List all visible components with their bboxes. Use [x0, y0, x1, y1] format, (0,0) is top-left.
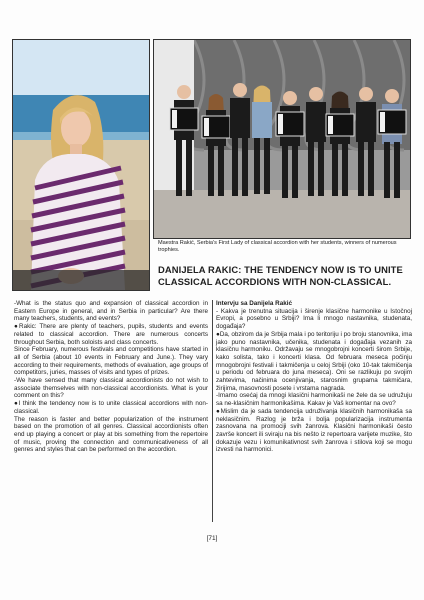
answer-paragraph: ●Da, obzirom da je Srbija mala i po teritoriju i po broju stanovnika, ima jako puno nastavnika, učenika, studenata i događaja vezanih za klasičnu harmoniku. Održavaju se mnogobrojni koncerti širom Srbije, kako solista, tako i koncerti klasa. Od februara meseca počinju mnogobrojni festivali i takmičenja u celoj Srbiji (oko 10-tak takmičenja u periodu od februara do juna meseca). Oni se razlikuju po svojim zahtevima, načinima ocenjivanja, starosnim grupama takmičara, žirijima, masovnosti posete i vrstama nagrada.	[216, 330, 412, 392]
serbian-interview-column	[216, 300, 412, 454]
question-paragraph: - Kakva je trenutna situacija i širenje klasične harmonike u Istočnoj Evropi, a posebno u Srbiji? Ima li mnogo nastavnika, studenata, događaja?	[216, 307, 412, 331]
answer-paragraph: ●Rakic: There are plenty of teachers, pupils, students and events related to classical accordion. There are numerous concerts throughout Serbia, both soloists and class concerts.	[14, 323, 208, 346]
english-interview-column	[14, 300, 208, 454]
answer-paragraph: Since February, numerous festivals and competitions have started in all of Serbia (about 10 events in February and June.). They vary according to their requirements, methods of evaluation, age groups of competitors, juries, masses of visits and types of prizes.	[14, 346, 208, 377]
question-paragraph: -What is the status quo and expansion of classical accordion in Eastern Europe in general, and in Serbia in particular? Are there many teachers, students, and events?	[14, 300, 208, 323]
group-photo	[153, 39, 411, 239]
answer-paragraph: ●I think the tendency now is to unite classical accordions with non-classical.	[14, 400, 208, 415]
portrait-photo	[12, 39, 150, 291]
page-number: [71]	[206, 535, 218, 542]
article-headline: DANIJELA RAKIC: THE TENDENCY NOW IS TO UNITE CLASSICAL ACCORDIONS WITH NON-CLASSICAL.	[158, 264, 403, 287]
group-photo-image	[154, 40, 410, 238]
portrait-photo-image	[13, 40, 149, 290]
question-paragraph: -We have sensed that many classical accordionists do not wish to associate themselves with non-classical accordionists. What is your comment on this?	[14, 377, 208, 400]
question-paragraph: -Imamo osećaj da mnogi klasični harmonikaši ne žele da se udružuju sa ne-klasičnim harmonikašima. Kakav je Vaš komentar na ovo?	[216, 392, 412, 408]
answer-paragraph: The reason is faster and better popularization of the instrument based on the promotion of all genres. Classical accordionists often end up playing a concert or play at bis something from the repertoire of music, proving the connection and communicativeness of all genres and styles that can be performed on the accordion.	[14, 415, 208, 454]
interview-title: Intervju sa Danijela Rakić	[216, 300, 292, 307]
column-divider	[212, 300, 213, 522]
photo-caption: Maestra Rakić, Serbia's First Lady of classical accordion with her students, winners of numerous trophies.	[158, 240, 397, 253]
answer-paragraph: ●Mislim da je sada tendencija udruživanja klasičnih harmonikaša sa neklasičnim. Razlog je brža i bolja popularizacija instrumenta zasnovana na promociji svih žanrova. Klasični harmonikaši često završe koncert ili sviraju na bis nešto iz repertoara varijete muzike, što dokazuje vezu i komunikativnost svih žanrova i stilova koji se mogu izvesti na harmonici.	[216, 407, 412, 454]
